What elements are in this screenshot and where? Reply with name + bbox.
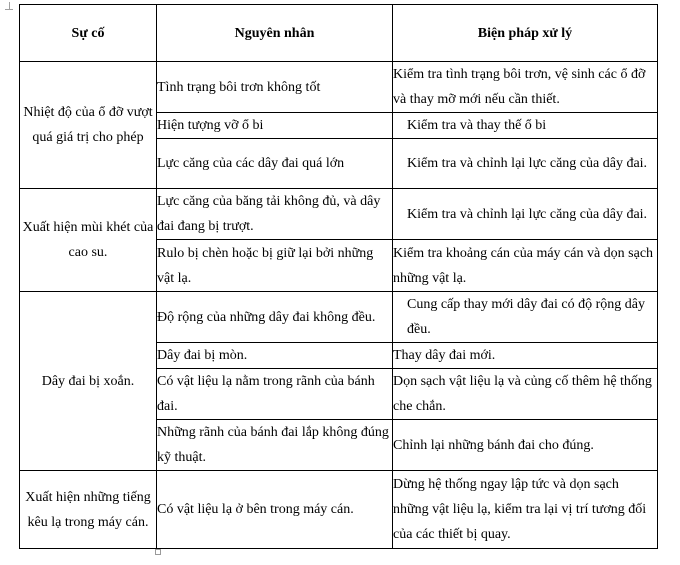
remedy-cell: Kiểm tra tình trạng bôi trơn, vệ sinh các ổ đỡ và thay mỡ mới nếu cần thiết. bbox=[393, 62, 658, 113]
table-row bbox=[20, 292, 658, 343]
remedy-cell: Dừng hệ thống ngay lập tức và dọn sạch những vật liệu lạ, kiểm tra lại vị trí tương đối của các thiết bị quay. bbox=[393, 471, 658, 549]
incident-cell: Nhiệt độ của ổ đỡ vượt quá giá trị cho phép bbox=[20, 62, 157, 189]
cause-cell: Những rãnh của bánh đai lắp không đúng kỹ thuật. bbox=[157, 420, 393, 471]
header-incident: Sự cố bbox=[20, 5, 157, 62]
header-cause: Nguyên nhân bbox=[157, 5, 393, 62]
cause-cell: Rulo bị chèn hoặc bị giữ lại bởi những vật lạ. bbox=[157, 240, 393, 292]
remedy-cell: Dọn sạch vật liệu lạ và củng cố thêm hệ thống che chắn. bbox=[393, 369, 658, 420]
remedy-cell: Cung cấp thay mới dây đai có độ rộng dây đều. bbox=[393, 292, 658, 343]
remedy-cell: Chỉnh lại những bánh đai cho đúng. bbox=[393, 420, 658, 471]
table-resize-handle[interactable] bbox=[155, 549, 161, 555]
cause-cell: Hiện tượng vỡ ổ bi bbox=[157, 113, 393, 139]
incident-cell: Dây đai bị xoắn. bbox=[20, 292, 157, 471]
incident-cell: Xuất hiện mùi khét của cao su. bbox=[20, 189, 157, 292]
cause-cell: Có vật liệu lạ nằm trong rãnh của bánh đai. bbox=[157, 369, 393, 420]
header-row bbox=[20, 5, 658, 62]
table-anchor-mark bbox=[5, 2, 13, 10]
table-row bbox=[20, 471, 658, 549]
incident-cell: Xuất hiện những tiếng kêu lạ trong máy cán. bbox=[20, 471, 157, 549]
cause-cell: Có vật liệu lạ ở bên trong máy cán. bbox=[157, 471, 393, 549]
cause-cell: Dây đai bị mòn. bbox=[157, 343, 393, 369]
table-row bbox=[20, 189, 658, 240]
remedy-cell: Kiểm tra và chỉnh lại lực căng của dây đai. bbox=[393, 189, 658, 240]
troubleshooting-table bbox=[19, 4, 658, 549]
header-remedy: Biện pháp xử lý bbox=[393, 5, 658, 62]
cause-cell: Lực căng của băng tải không đủ, và dây đai đang bị trượt. bbox=[157, 189, 393, 240]
remedy-cell: Thay dây đai mới. bbox=[393, 343, 658, 369]
cause-cell: Tình trạng bôi trơn không tốt bbox=[157, 62, 393, 113]
table-row bbox=[20, 62, 658, 113]
remedy-cell: Kiểm tra và thay thế ổ bi bbox=[393, 113, 658, 139]
remedy-cell: Kiểm tra khoảng cán của máy cán và dọn sạch những vật lạ. bbox=[393, 240, 658, 292]
remedy-cell: Kiểm tra và chỉnh lại lực căng của dây đai. bbox=[393, 139, 658, 189]
cause-cell: Lực căng của các dây đai quá lớn bbox=[157, 139, 393, 189]
cause-cell: Độ rộng của những dây đai không đều. bbox=[157, 292, 393, 343]
